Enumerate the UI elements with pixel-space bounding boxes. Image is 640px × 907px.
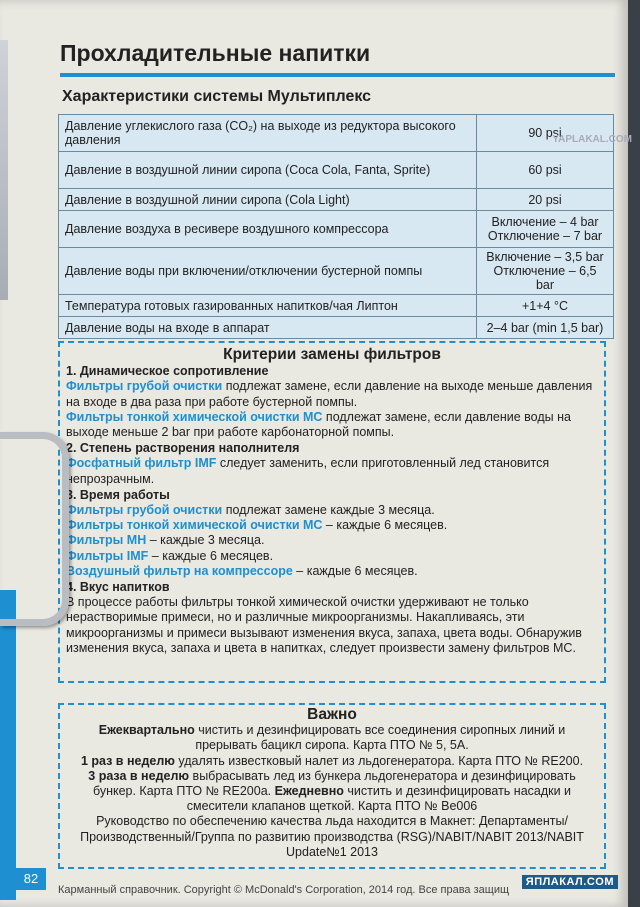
spec-value-off: Отключение – 7 bar bbox=[487, 229, 603, 243]
paragraph-text: следует заменить, если приготовленный лед становится непрозрачным. bbox=[66, 456, 550, 486]
spec-param: Давление воды при включении/отключении бустерной помпы bbox=[59, 248, 477, 295]
spec-value bbox=[477, 248, 614, 295]
paragraph-text: удалять известковый налет из льдогенератора. Карта ПТО № RE200. bbox=[174, 753, 584, 768]
important-paragraph bbox=[68, 723, 596, 753]
paragraph-text: чистить и дезинфицировать все соединения сиропных линий и прерывать бацикл сиропа. Карта ПТО № 5, 5А. bbox=[194, 723, 566, 753]
spec-param: Давление в воздушной линии сиропа (Coca Cola, Fanta, Sprite) bbox=[59, 152, 477, 189]
spec-param: Давление углекислого газа (CO₂) на выходе из редуктора высокого давления bbox=[59, 115, 477, 152]
criteria-line bbox=[66, 533, 598, 548]
binder-ring bbox=[0, 432, 69, 626]
section-subtitle: Характеристики системы Мультиплекс bbox=[62, 88, 372, 105]
bold-term: Ежеквартально bbox=[98, 723, 195, 738]
bold-term: Ежедневно bbox=[274, 784, 344, 799]
specs-table bbox=[58, 114, 614, 339]
paragraph-text: подлежат замене, если давление на выходе меньше давления на входе в два раза при работе бустерной помпы. bbox=[66, 379, 593, 409]
spec-value-on: Включение – 4 bar bbox=[491, 215, 599, 229]
criteria-paragraph bbox=[66, 410, 598, 440]
table-row bbox=[59, 317, 614, 339]
criteria-section-3-heading: 3. Время работы bbox=[66, 487, 170, 502]
table-row bbox=[59, 152, 614, 189]
criteria-paragraph: В процессе работы фильтры тонкой химической очистки удерживают не только нерастворимые примеси, но и различные микроорганизмы. Накапливаясь, эти микроорганизмы и примеси вызывают изменения вкуса, запаха, цвета воды. Обнаружив изменения вкуса, запаха и цвета в напитках, следует произвести замену фильтров МС. bbox=[66, 595, 582, 655]
important-paragraph bbox=[68, 769, 596, 815]
watermark-top: YAPLAKAL.COM bbox=[552, 134, 632, 145]
highlight-term: Фильтры грубой очистки bbox=[66, 379, 223, 394]
spec-value-on: Включение – 3,5 bar bbox=[486, 250, 604, 264]
table-row bbox=[59, 295, 614, 317]
watermark: ЯПЛАКАЛ.COM bbox=[522, 875, 618, 889]
paragraph-text: чистить и дезинфицировать насадки и смесители клапанов щеткой. Карта ПТО № Ве006 bbox=[186, 784, 572, 814]
spec-value: 2–4 bar (min 1,5 bar) bbox=[477, 317, 614, 339]
line-text: подлежат замене каждые 3 месяца. bbox=[222, 503, 435, 518]
spec-value: 60 psi bbox=[477, 152, 614, 189]
copyright-footer: Карманный справочник. Copyright © McDonald's Corporation, 2014 год. Все права защищ bbox=[58, 884, 510, 896]
criteria-paragraph bbox=[66, 456, 598, 486]
paragraph-text: выбрасывать лед из бункера льдогенератора и дезинфицировать бункер. Карта ПТО № RE200а. bbox=[92, 768, 576, 799]
paragraph-text: подлежат замене, если давление воды на выходе меньше 2 bar при работе карбонаторной помпы. bbox=[66, 409, 571, 440]
criteria-line bbox=[66, 564, 598, 579]
page-title: Прохладительные напитки bbox=[60, 40, 615, 77]
spec-param: Давление воды на входе в аппарат bbox=[59, 317, 477, 339]
criteria-line bbox=[66, 503, 598, 518]
spec-value bbox=[477, 211, 614, 248]
spec-value-off: Отключение – 6,5 bar bbox=[493, 264, 597, 292]
table-row bbox=[59, 248, 614, 295]
highlight-term: Фильтры IMF bbox=[66, 548, 149, 563]
page-tab-strip bbox=[0, 590, 16, 900]
spec-param: Давление воздуха в ресивере воздушного компрессора bbox=[59, 211, 477, 248]
criteria-section-4-heading: 4. Вкус напитков bbox=[66, 580, 170, 595]
highlight-term: Фильтры МН bbox=[66, 533, 147, 548]
criteria-heading: Критерии замены фильтров bbox=[223, 346, 441, 363]
highlight-term: Фильтры тонкой химической очистки МС bbox=[66, 409, 323, 424]
highlight-term: Фильтры грубой очистки bbox=[66, 503, 223, 518]
filter-criteria-box bbox=[58, 341, 606, 683]
table-row bbox=[59, 115, 614, 152]
line-text: – каждые 6 месяцев. bbox=[292, 563, 418, 578]
important-heading: Важно bbox=[307, 706, 357, 723]
page-number: 82 bbox=[16, 868, 46, 890]
criteria-line bbox=[66, 518, 598, 533]
table-row bbox=[59, 189, 614, 211]
important-box bbox=[58, 703, 606, 869]
line-text: – каждые 6 месяцев. bbox=[322, 518, 448, 533]
spec-value: +1+4 °C bbox=[477, 295, 614, 317]
line-text: – каждые 6 месяцев. bbox=[148, 548, 274, 563]
binder-edge bbox=[0, 40, 8, 300]
bold-term: 1 раз в неделю bbox=[80, 753, 175, 768]
important-paragraph bbox=[68, 754, 596, 769]
bold-term: 3 раза в неделю bbox=[88, 768, 190, 783]
criteria-line bbox=[66, 549, 598, 564]
spec-value: 20 psi bbox=[477, 189, 614, 211]
table-row bbox=[59, 211, 614, 248]
highlight-term: Фильтры тонкой химической очистки МС bbox=[66, 518, 323, 533]
highlight-term: Фосфатный фильтр IMF bbox=[66, 456, 217, 471]
criteria-paragraph bbox=[66, 379, 598, 409]
criteria-section-1-heading: 1. Динамическое сопротивление bbox=[66, 364, 269, 379]
spec-value: 90 psi bbox=[477, 115, 614, 152]
spec-param: Температура готовых газированных напитков/чая Липтон bbox=[59, 295, 477, 317]
highlight-term: Воздушный фильтр на компрессоре bbox=[66, 563, 293, 578]
spec-param: Давление в воздушной линии сиропа (Cola Light) bbox=[59, 189, 477, 211]
line-text: – каждые 3 месяца. bbox=[146, 533, 265, 548]
important-paragraph: Руководство по обеспечению качества льда находится в Макнет: Департаменты/Производственный/Группа по развитию производства (RSG)/NABIT/NABIT 2013/NABIT Update№1 2013 bbox=[80, 814, 584, 859]
criteria-section-2-heading: 2. Степень растворения наполнителя bbox=[66, 441, 300, 456]
